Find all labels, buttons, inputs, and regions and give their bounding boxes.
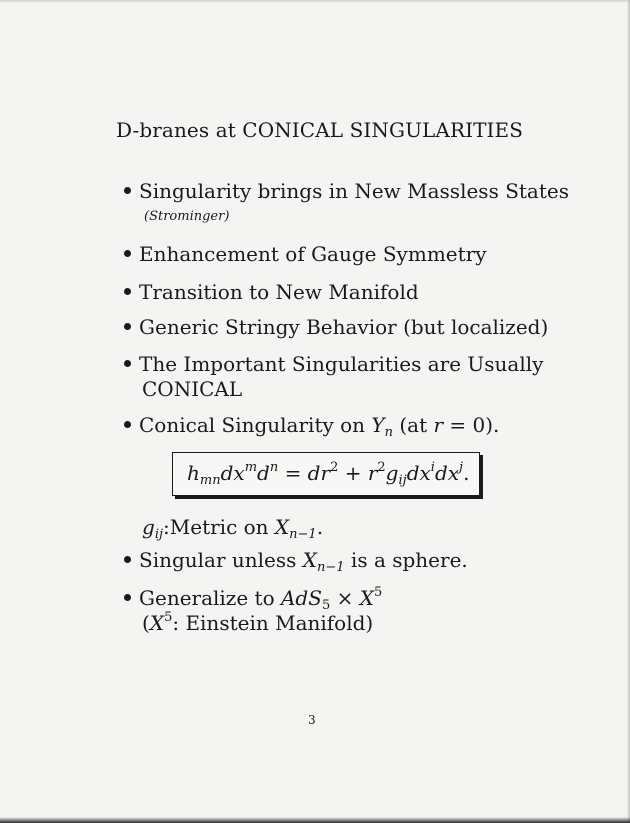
slide-title: D-branes at CONICAL SINGULARITIES [116,118,524,142]
math-symbol: AdS [280,586,322,610]
bullet-text: Transition to New Manifold [139,280,419,304]
math-subscript: ij [154,527,164,542]
einstein-line [142,611,373,635]
text-run: . [316,515,324,539]
page-edge-top [0,0,630,3]
text-run: = 0). [443,413,500,437]
bullet-item-6 [124,413,500,440]
bullet-dot-icon [124,288,131,295]
bullet-item-5 [124,352,543,376]
bullet-5-continuation: CONICAL [142,377,243,401]
bullet-text: The Important Singularities are Usually [139,352,544,376]
page-number: 3 [308,713,316,727]
bullet-dot-icon [124,323,131,330]
math-subscript: n−1 [317,560,345,575]
bullet-dot-icon [124,421,131,428]
page-edge-bottom [0,817,630,823]
equation-box [172,452,480,496]
text-run: (at [393,413,434,437]
math-symbol: Y [371,413,385,437]
math-superscript: 5 [373,585,383,600]
math-symbol: r [433,413,444,437]
bullet-item-3 [124,280,419,304]
bullet-item-7 [124,548,468,575]
math-subscript: n−1 [289,527,317,542]
bullet-dot-icon [124,360,131,367]
citation-note: (Strominger) [144,209,230,224]
bullet-item-8 [124,585,383,613]
math-symbol: X [359,586,374,610]
bullet-text: Singularity brings in New Massless States [139,179,569,203]
bullet-text: Enhancement of Gauge Symmetry [139,242,487,266]
math-symbol: X [274,515,290,539]
bullet-text: Singular unless [139,548,297,572]
boxed-equation: $h_{mn}dx^md^n = dr^2 + r^2g_{ij}dx^idx^j$. [187,460,470,488]
bullet-item-4 [124,315,548,339]
math-superscript: 5 [164,610,173,625]
bullet-item-1 [124,179,569,203]
bullet-dot-icon [124,556,131,563]
bullet-dot-icon [124,250,131,257]
text-run: :Metric on [163,515,275,539]
bullet-text: Generic Stringy Behavior (but localized) [139,315,549,339]
metric-line [142,515,324,542]
bullet-item-2 [124,242,487,266]
text-run: : Einstein Manifold) [172,611,374,635]
bullet-text: Conical Singularity on [139,413,366,437]
math-subscript: 5 [321,598,331,613]
text-run: ( [142,611,150,635]
math-symbol: X [149,611,165,635]
bullet-dot-icon [124,187,131,194]
text-run: × [330,586,360,610]
bullet-text: Generalize to [139,586,275,610]
math-subscript: n [384,425,393,440]
bullet-dot-icon [124,594,131,601]
math-symbol: g [142,515,155,539]
text-run: is a sphere. [344,548,468,572]
math-symbol: X [302,548,318,572]
